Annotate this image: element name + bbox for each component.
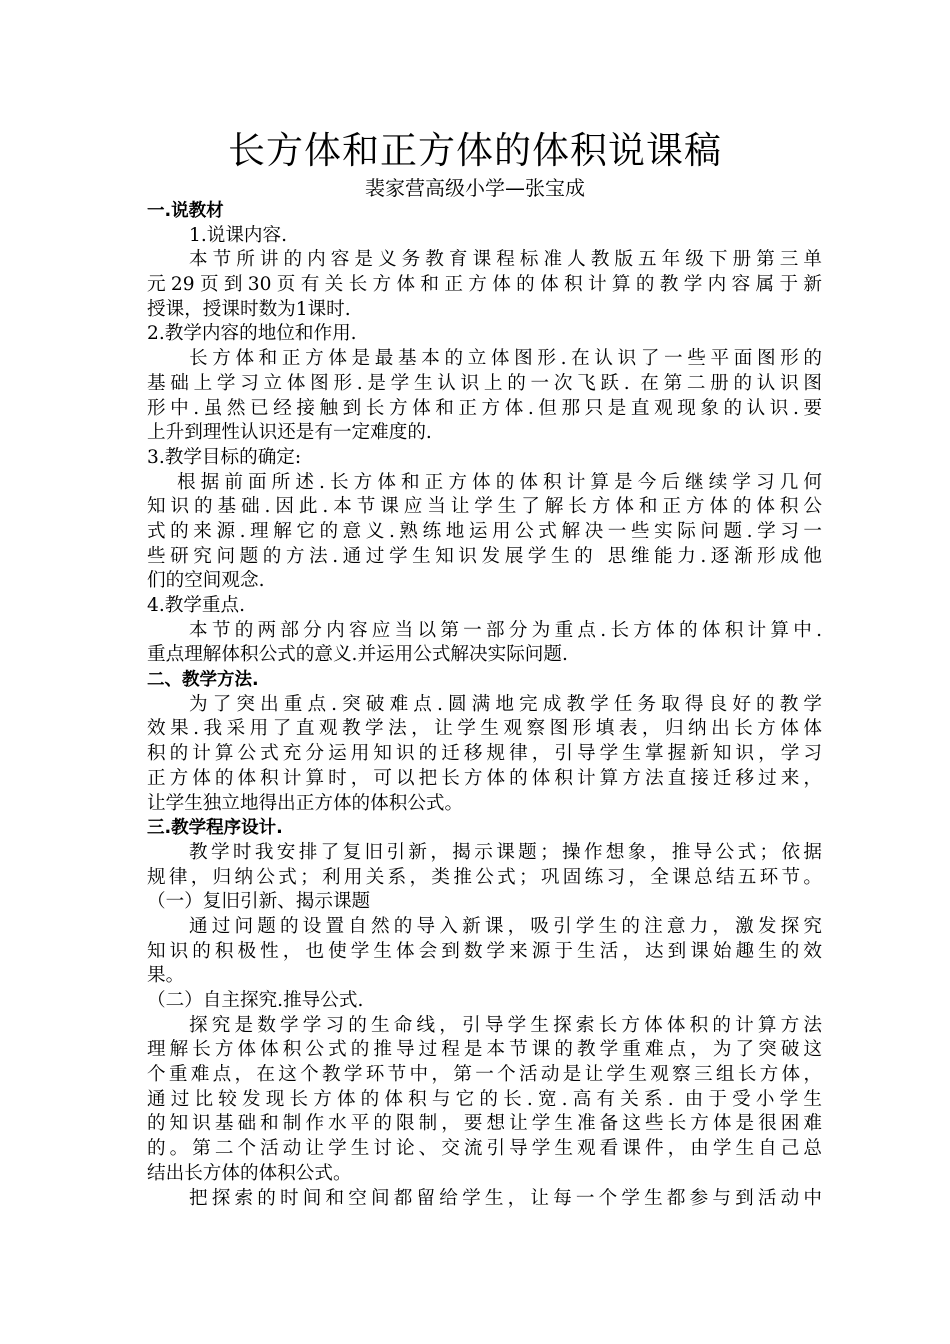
paragraph-line: 教学时我安排了复旧引新，揭示课题；操作想象，推导公式；依据 xyxy=(189,841,822,863)
paragraph-line: 果。 xyxy=(147,965,185,987)
document-title: 长方体和正方体的体积说课稿 xyxy=(228,129,722,172)
paragraph-line: 让学生独立地得出正方体的体积公式。 xyxy=(147,792,464,814)
paragraph-line: 上升到理性认识还是有一定难度的. xyxy=(147,422,432,444)
document-subtitle: 裴家营高级小学—张宝成 xyxy=(365,176,585,200)
paragraph-line: 个重难点，在这个教学环节中，第一个活动是让学生观察三组长方体， xyxy=(147,1064,822,1086)
paragraph-line: 长方体和正方体是最基本的立体图形.在认识了一些平面图形的 xyxy=(189,348,822,370)
paragraph-line: 授课，授课时数为1课时. xyxy=(147,298,351,320)
paragraph-line: 重点理解体积公式的意义.并运用公式解决实际问题. xyxy=(147,644,568,666)
paragraph-line: 本节的两部分内容应当以第一部分为重点.长方体的体积计算中. xyxy=(189,619,822,641)
subsection-heading: 3.教学目标的确定: xyxy=(147,446,302,468)
paragraph-line: 通过比较发现长方体的体积与它的长.宽.高有关系. 由于受小学生 xyxy=(147,1088,822,1110)
paragraph-line: 根据前面所述.长方体和正方体的体积计算是今后继续学习几何 xyxy=(177,471,822,493)
paragraph-line: 基础上学习立体图形.是学生认识上的一次飞跃. 在第二册的认识图 xyxy=(147,372,822,394)
paragraph-line: 探究是数学学习的生命线，引导学生探索长方体体积的计算方法 xyxy=(189,1014,822,1036)
paragraph-line: 为了突出重点.突破难点.圆满地完成教学任务取得良好的教学 xyxy=(189,693,822,715)
subsection-heading: （二）自主探究.推导公式. xyxy=(147,990,364,1011)
paragraph-line: 知识的积极性，也使学生体会到数学来源于生活，达到课始趣生的效 xyxy=(147,940,822,962)
paragraph-line: 们的空间观念. xyxy=(147,570,265,592)
paragraph-line: 把探索的时间和空间都留给学生，让每一个学生都参与到活动中 xyxy=(189,1187,822,1209)
paragraph-line: 积的计算公式充分运用知识的迁移规律，引导学生掌握新知识，学习 xyxy=(147,743,822,765)
paragraph-line: 知识的基础.因此.本节课应当让学生了解长方体和正方体的体积公 xyxy=(147,496,822,518)
subsection-heading: 2.教学内容的地位和作用. xyxy=(147,323,357,345)
paragraph-line: 规律，归纳公式；利用关系，类推公式；巩固练习，全课总结五环节。 xyxy=(147,866,822,888)
paragraph-line: 些研究问题的方法.通过学生知识发展学生的 思维能力.逐渐形成他 xyxy=(147,545,822,567)
section-heading: 二、教学方法. xyxy=(147,670,259,691)
paragraph-line: 效果.我采用了直观教学法，让学生观察图形填表，归纳出长方体体 xyxy=(147,718,822,740)
paragraph-line: 的。第二个活动让学生讨论、交流引导学生观看课件，由学生自己总 xyxy=(147,1138,822,1160)
paragraph-line: 形中.虽然已经接触到长方体和正方体.但那只是直观现象的认识.要 xyxy=(147,397,822,419)
subsection-heading: 4.教学重点. xyxy=(147,595,246,616)
section-heading: 三.教学程序设计. xyxy=(147,818,283,839)
paragraph-line: 正方体的体积计算时，可以把长方体的体积计算方法直接迁移过来， xyxy=(147,767,822,789)
paragraph-line: 式的来源.理解它的意义.熟练地运用公式解决一些实际问题.学习一 xyxy=(147,520,822,542)
paragraph-line: 通过问题的设置自然的导入新课，吸引学生的注意力，激发探究 xyxy=(189,915,822,937)
subsection-heading: 1.说课内容. xyxy=(189,224,288,246)
paragraph-line: 理解长方体体积公式的推导过程是本节课的教学重难点，为了突破这 xyxy=(147,1039,822,1061)
paragraph-line: 的知识基础和制作水平的限制，要想让学生准备这些长方体是很困难 xyxy=(147,1113,822,1135)
section-heading: 一.说教材 xyxy=(147,201,224,221)
paragraph-line: 本节所讲的内容是义务教育课程标准人教版五年级下册第三单 xyxy=(189,249,822,271)
document-body xyxy=(147,199,822,1211)
paragraph-line: 元29页到30页有关长方体和正方体的体积计算的教学内容属于新 xyxy=(147,274,822,296)
subsection-heading: （一）复旧引新、揭示课题 xyxy=(147,891,371,913)
paragraph-line: 结出长方体的体积公式。 xyxy=(147,1162,352,1184)
